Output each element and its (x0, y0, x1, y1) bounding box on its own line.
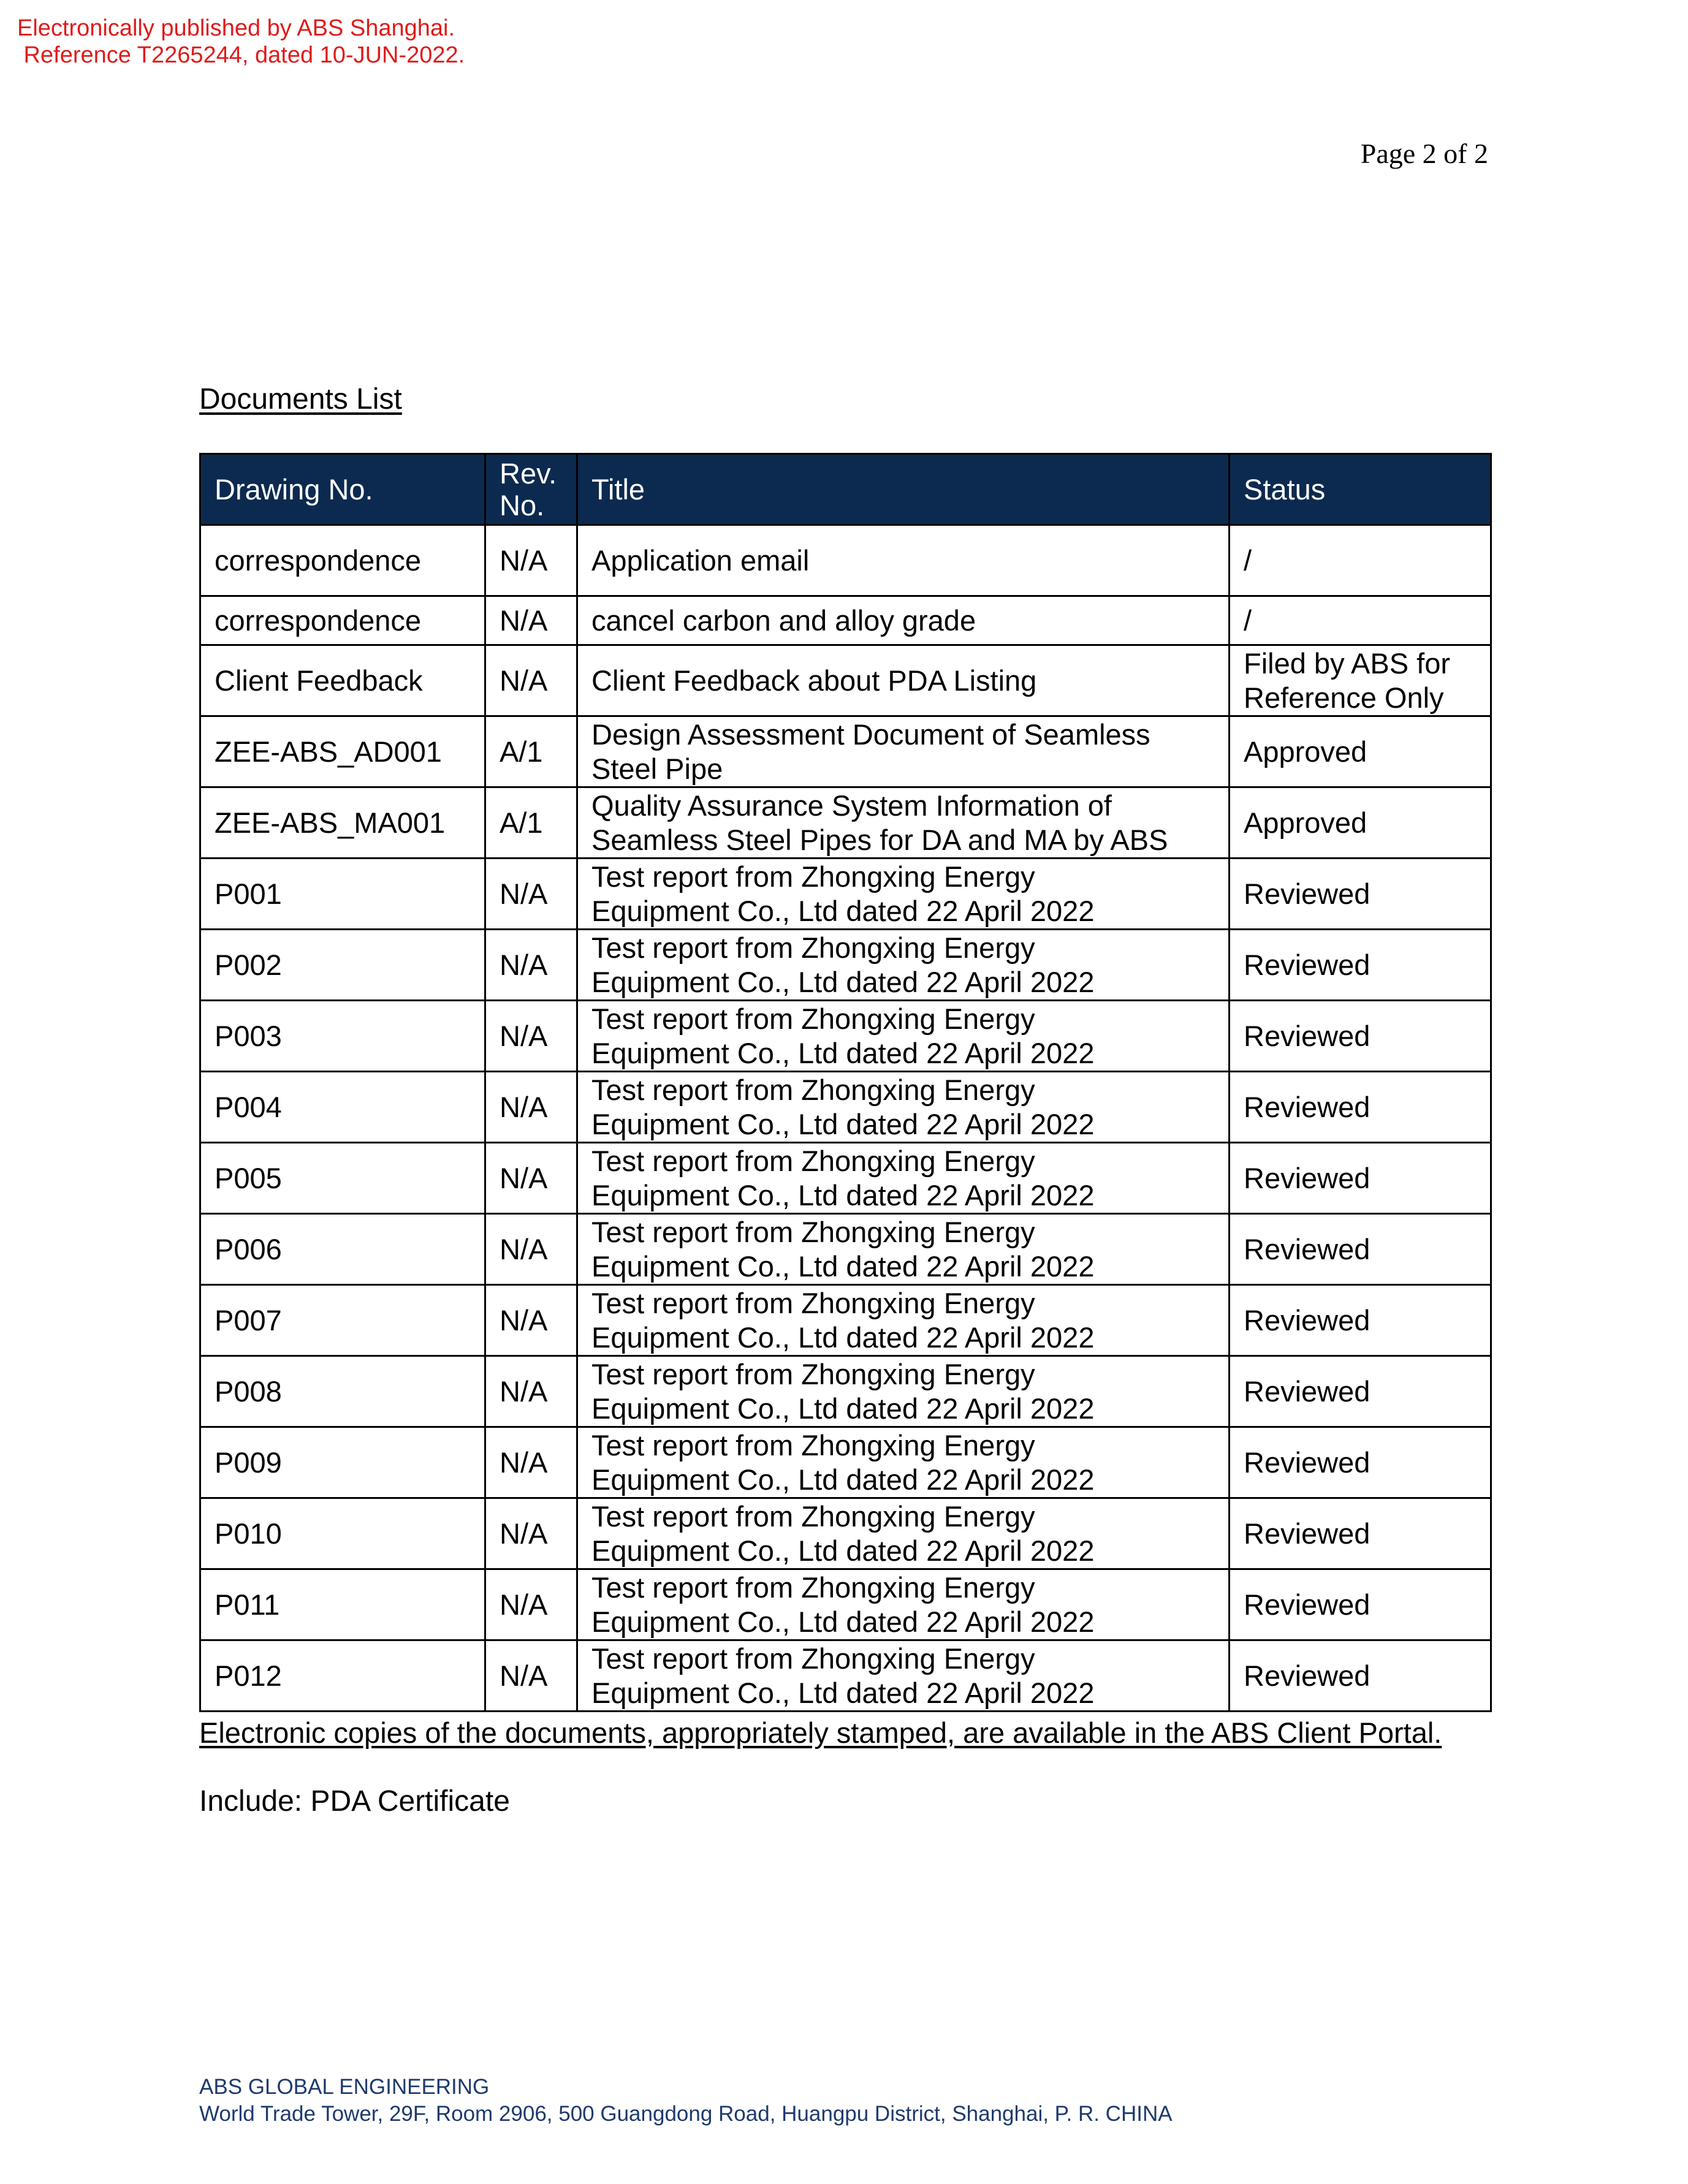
footer-company: ABS GLOBAL ENGINEERING (199, 2075, 490, 2099)
cell-title (577, 1001, 1230, 1072)
cell-title-text: Equipment Co., Ltd dated 22 April 2022 (591, 1036, 1095, 1069)
cell-rev-no (485, 1356, 577, 1427)
table-row (200, 596, 1491, 645)
cell-drawing-no (200, 645, 485, 716)
cell-drawing-no (200, 930, 485, 1001)
cell-title-text: Test report from Zhongxing Energy (591, 931, 1035, 964)
cell-drawing-no (200, 1214, 485, 1285)
cell-title-text: Test report from Zhongxing Energy (591, 860, 1035, 893)
cell-status (1230, 645, 1491, 716)
table-row (200, 1569, 1491, 1640)
cell-status-text: Reference Only (1244, 681, 1444, 714)
cell-title-text: Test report from Zhongxing Energy (591, 1500, 1035, 1533)
cell-drawing-no-text: correspondence (215, 604, 422, 637)
cell-title-text: Equipment Co., Ltd dated 22 April 2022 (591, 1463, 1095, 1496)
cell-drawing-no (200, 1569, 485, 1640)
cell-rev-no (485, 596, 577, 645)
publication-note-line-1: Electronically published by ABS Shanghai. (17, 15, 455, 41)
cell-title-text: Test report from Zhongxing Energy (591, 1571, 1035, 1604)
cell-status-text: / (1244, 604, 1252, 637)
cell-rev-no (485, 1569, 577, 1640)
cell-title-text: cancel carbon and alloy grade (591, 604, 976, 637)
table-row (200, 1640, 1491, 1712)
cell-title (577, 1143, 1230, 1214)
header-rev-no (485, 454, 577, 525)
cell-rev-no-text: N/A (500, 1090, 548, 1123)
portal-footnote: Electronic copies of the documents, appropriately stamped, are available in the ABS Client Portal. (199, 1716, 1442, 1749)
cell-rev-no (485, 1427, 577, 1498)
table-row (200, 930, 1491, 1001)
cell-title-text: Test report from Zhongxing Energy (591, 1215, 1035, 1248)
cell-title (577, 1356, 1230, 1427)
cell-rev-no-text: N/A (500, 1659, 548, 1692)
cell-rev-no-text: N/A (500, 1588, 548, 1621)
cell-title-text: Equipment Co., Ltd dated 22 April 2022 (591, 1178, 1095, 1211)
cell-drawing-no (200, 1001, 485, 1072)
cell-title-text: Equipment Co., Ltd dated 22 April 2022 (591, 1321, 1095, 1354)
cell-drawing-no-text: P003 (215, 1019, 282, 1052)
cell-rev-no (485, 1285, 577, 1356)
cell-drawing-no-text: correspondence (215, 544, 422, 577)
cell-drawing-no-text: P009 (215, 1446, 282, 1479)
include-line: Include: PDA Certificate (199, 1785, 510, 1818)
cell-rev-no-text: A/1 (500, 735, 543, 768)
cell-drawing-no-text: P008 (215, 1374, 282, 1408)
cell-title (577, 716, 1230, 787)
cell-title-text: Test report from Zhongxing Energy (591, 1002, 1035, 1035)
cell-rev-no (485, 930, 577, 1001)
table-row (200, 1356, 1491, 1427)
cell-status (1230, 1285, 1491, 1356)
cell-drawing-no (200, 859, 485, 930)
cell-drawing-no-text: Client Feedback (215, 664, 423, 697)
cell-drawing-no-text: P002 (215, 948, 282, 981)
cell-drawing-no (200, 1427, 485, 1498)
cell-status-text: Reviewed (1244, 1588, 1371, 1621)
cell-rev-no (485, 1001, 577, 1072)
cell-status (1230, 1001, 1491, 1072)
cell-drawing-no-text: ZEE-ABS_MA001 (215, 806, 446, 839)
cell-status (1230, 1356, 1491, 1427)
publication-note (17, 15, 465, 69)
cell-title-text: Application email (591, 544, 810, 577)
cell-title-text: Design Assessment Document of Seamless (591, 718, 1150, 751)
cell-rev-no (485, 716, 577, 787)
cell-drawing-no-text: P004 (215, 1090, 282, 1123)
cell-title (577, 1640, 1230, 1712)
cell-title-text: Seamless Steel Pipes for DA and MA by ABS (591, 823, 1168, 856)
cell-rev-no-text: N/A (500, 1446, 548, 1479)
table-row (200, 716, 1491, 787)
table-row (200, 525, 1491, 596)
cell-status-text: Approved (1244, 735, 1367, 768)
cell-status (1230, 1498, 1491, 1569)
cell-title (577, 1569, 1230, 1640)
cell-rev-no (485, 525, 577, 596)
cell-rev-no-text: N/A (500, 1517, 548, 1550)
cell-rev-no-text: N/A (500, 877, 548, 910)
table-row (200, 1143, 1491, 1214)
table-row (200, 1498, 1491, 1569)
cell-drawing-no (200, 716, 485, 787)
cell-status (1230, 1569, 1491, 1640)
cell-title (577, 1072, 1230, 1143)
cell-drawing-no (200, 1640, 485, 1712)
cell-rev-no (485, 1143, 577, 1214)
cell-drawing-no-text: ZEE-ABS_AD001 (215, 735, 442, 768)
cell-rev-no (485, 1640, 577, 1712)
cell-status-text: Filed by ABS for (1244, 646, 1450, 680)
cell-title (577, 1285, 1230, 1356)
cell-status-text: / (1244, 544, 1252, 577)
table-row (200, 645, 1491, 716)
page-number: Page 2 of 2 (1360, 138, 1488, 169)
cell-rev-no (485, 859, 577, 930)
cell-rev-no-text: N/A (500, 948, 548, 981)
cell-status (1230, 1143, 1491, 1214)
documents-table (199, 453, 1492, 1712)
cell-title (577, 645, 1230, 716)
documents-list-heading: Documents List (199, 383, 402, 415)
cell-status-text: Approved (1244, 806, 1367, 839)
cell-title-text: Equipment Co., Ltd dated 22 April 2022 (591, 1392, 1095, 1425)
cell-title (577, 596, 1230, 645)
cell-title (577, 525, 1230, 596)
cell-rev-no-text: A/1 (500, 806, 543, 839)
cell-status (1230, 1072, 1491, 1143)
header-drawing-no: Drawing No. (200, 454, 485, 525)
cell-drawing-no (200, 1498, 485, 1569)
cell-status (1230, 859, 1491, 930)
cell-rev-no (485, 787, 577, 859)
cell-drawing-no-text: P011 (215, 1588, 280, 1621)
cell-drawing-no-text: P010 (215, 1517, 282, 1550)
cell-title-text: Equipment Co., Ltd dated 22 April 2022 (591, 1605, 1095, 1638)
header-title: Title (577, 454, 1230, 525)
cell-title-text: Equipment Co., Ltd dated 22 April 2022 (591, 1676, 1095, 1709)
cell-status-text: Reviewed (1244, 1019, 1371, 1052)
cell-rev-no (485, 1214, 577, 1285)
cell-title (577, 930, 1230, 1001)
cell-title (577, 859, 1230, 930)
cell-drawing-no (200, 787, 485, 859)
header-rev-no-line-2: No. (500, 488, 545, 521)
cell-drawing-no (200, 1143, 485, 1214)
page-footer (199, 2074, 1173, 2128)
header-status: Status (1230, 454, 1491, 525)
cell-status (1230, 787, 1491, 859)
cell-title-text: Test report from Zhongxing Energy (591, 1642, 1035, 1675)
table-row (200, 1214, 1491, 1285)
cell-status-text: Reviewed (1244, 877, 1371, 910)
cell-status-text: Reviewed (1244, 1232, 1371, 1265)
cell-status (1230, 525, 1491, 596)
cell-title-text: Test report from Zhongxing Energy (591, 1286, 1035, 1319)
cell-title-text: Test report from Zhongxing Energy (591, 1073, 1035, 1106)
cell-rev-no (485, 645, 577, 716)
cell-title-text: Quality Assurance System Information of (591, 789, 1112, 822)
cell-title-text: Test report from Zhongxing Energy (591, 1428, 1035, 1462)
cell-status-text: Reviewed (1244, 948, 1371, 981)
cell-drawing-no (200, 1356, 485, 1427)
cell-status (1230, 1214, 1491, 1285)
cell-drawing-no-text: P007 (215, 1303, 282, 1337)
table-row (200, 787, 1491, 859)
cell-drawing-no (200, 1285, 485, 1356)
cell-status (1230, 1427, 1491, 1498)
table-row (200, 1072, 1491, 1143)
cell-status (1230, 596, 1491, 645)
cell-rev-no-text: N/A (500, 1374, 548, 1408)
cell-status-text: Reviewed (1244, 1090, 1371, 1123)
cell-drawing-no (200, 1072, 485, 1143)
cell-status-text: Reviewed (1244, 1303, 1371, 1337)
cell-status-text: Reviewed (1244, 1161, 1371, 1194)
cell-drawing-no-text: P001 (215, 877, 282, 910)
cell-title (577, 1498, 1230, 1569)
cell-drawing-no-text: P005 (215, 1161, 282, 1194)
cell-title-text: Equipment Co., Ltd dated 22 April 2022 (591, 1107, 1095, 1140)
cell-rev-no-text: N/A (500, 1232, 548, 1265)
publication-note-line-2: Reference T2265244, dated 10-JUN-2022. (17, 42, 465, 68)
cell-title-text: Equipment Co., Ltd dated 22 April 2022 (591, 1249, 1095, 1283)
cell-rev-no-text: N/A (500, 604, 548, 637)
table-row (200, 1285, 1491, 1356)
table-row (200, 859, 1491, 930)
cell-drawing-no (200, 596, 485, 645)
cell-title (577, 787, 1230, 859)
footer-address: World Trade Tower, 29F, Room 2906, 500 Guangdong Road, Huangpu District, Shanghai, P. R. CHINA (199, 2102, 1173, 2126)
cell-drawing-no (200, 525, 485, 596)
cell-rev-no-text: N/A (500, 544, 548, 577)
header-rev-no-line-1: Rev. (500, 457, 557, 490)
cell-title-text: Client Feedback about PDA Listing (591, 664, 1037, 697)
cell-drawing-no-text: P012 (215, 1659, 282, 1692)
cell-title (577, 1214, 1230, 1285)
cell-rev-no-text: N/A (500, 1161, 548, 1194)
cell-title-text: Test report from Zhongxing Energy (591, 1144, 1035, 1177)
cell-status (1230, 930, 1491, 1001)
cell-title-text: Steel Pipe (591, 752, 723, 785)
cell-status (1230, 1640, 1491, 1712)
table-row (200, 1001, 1491, 1072)
cell-status-text: Reviewed (1244, 1446, 1371, 1479)
cell-status-text: Reviewed (1244, 1374, 1371, 1408)
cell-status-text: Reviewed (1244, 1517, 1371, 1550)
cell-title-text: Equipment Co., Ltd dated 22 April 2022 (591, 1534, 1095, 1567)
cell-rev-no-text: N/A (500, 1019, 548, 1052)
cell-drawing-no-text: P006 (215, 1232, 282, 1265)
cell-rev-no-text: N/A (500, 664, 548, 697)
cell-title-text: Test report from Zhongxing Energy (591, 1357, 1035, 1390)
table-header-row (200, 454, 1491, 525)
cell-status (1230, 716, 1491, 787)
cell-rev-no (485, 1498, 577, 1569)
documents-table-body (200, 525, 1491, 1712)
table-row (200, 1427, 1491, 1498)
cell-title (577, 1427, 1230, 1498)
cell-status-text: Reviewed (1244, 1659, 1371, 1692)
cell-title-text: Equipment Co., Ltd dated 22 April 2022 (591, 965, 1095, 998)
cell-rev-no-text: N/A (500, 1303, 548, 1337)
cell-title-text: Equipment Co., Ltd dated 22 April 2022 (591, 894, 1095, 927)
cell-rev-no (485, 1072, 577, 1143)
